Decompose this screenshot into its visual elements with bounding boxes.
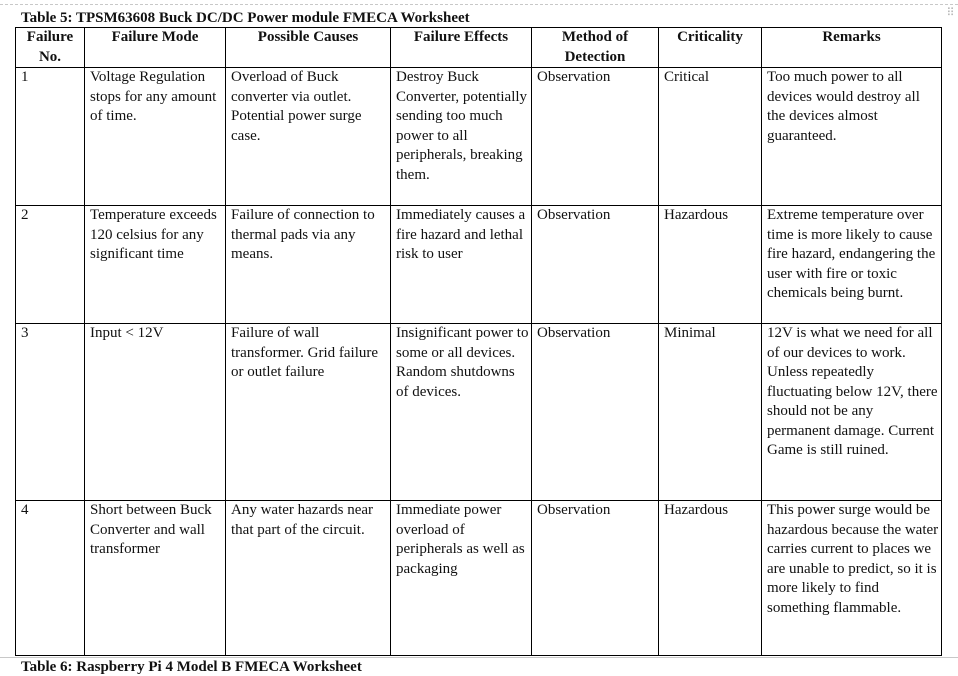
cell-detection-method: Observation (532, 501, 659, 656)
header-remarks: Remarks (762, 28, 942, 68)
header-criticality: Criticality (659, 28, 762, 68)
header-failure-mode: Failure Mode (85, 28, 226, 68)
cell-remarks: 12V is what we need for all of our devices to work. Unless repeatedly fluctuating below 12V, there should not be any permanent damage. Current Game is still ruined. (762, 324, 942, 501)
cell-remarks: Extreme temperature over time is more likely to cause fire hazard, endangering the user with fire or toxic chemicals being burnt. (762, 206, 942, 324)
cell-possible-causes: Any water hazards near that part of the circuit. (226, 501, 391, 656)
cell-failure-effects: Immediate power overload of peripherals as well as packaging (391, 501, 532, 656)
cell-failure-mode: Short between Buck Converter and wall transformer (85, 501, 226, 656)
cell-possible-causes: Failure of wall transformer. Grid failure or outlet failure (226, 324, 391, 501)
cell-failure-effects: Immediately causes a fire hazard and lethal risk to user (391, 206, 532, 324)
table-header-row (16, 28, 942, 68)
cell-detection-method: Observation (532, 324, 659, 501)
cell-possible-causes: Overload of Buck converter via outlet. Potential power surge case. (226, 68, 391, 206)
cell-remarks: This power surge would be hazardous because the water carries current to places we are unable to predict, so it is more likely to find something flammable. (762, 501, 942, 656)
cell-remarks: Too much power to all devices would destroy all the devices almost guaranteed. (762, 68, 942, 206)
cell-possible-causes: Failure of connection to thermal pads via any means. (226, 206, 391, 324)
cell-criticality: Minimal (659, 324, 762, 501)
cell-failure-mode: Voltage Regulation stops for any amount of time. (85, 68, 226, 206)
header-possible-causes: Possible Causes (226, 28, 391, 68)
cell-failure-effects: Destroy Buck Converter, potentially sending too much power to all peripherals, breaking them. (391, 68, 532, 206)
next-table-caption: Table 6: Raspberry Pi 4 Model B FMECA Worksheet (21, 659, 362, 675)
section-top-divider (0, 4, 958, 5)
header-failure-no: Failure No. (16, 28, 85, 68)
cell-failure-no: 1 (16, 68, 85, 206)
table-row (16, 324, 942, 501)
cell-detection-method: Observation (532, 68, 659, 206)
drag-handle-icon[interactable]: ⠿ (946, 6, 954, 19)
cell-failure-effects: Insignificant power to some or all devices. Random shutdowns of devices. (391, 324, 532, 501)
cell-failure-no: 2 (16, 206, 85, 324)
table-caption: Table 5: TPSM63608 Buck DC/DC Power module FMECA Worksheet (21, 10, 470, 26)
header-failure-effects: Failure Effects (391, 28, 532, 68)
fmeca-table (15, 27, 942, 656)
table-row (16, 501, 942, 656)
cell-criticality: Hazardous (659, 501, 762, 656)
cell-failure-no: 3 (16, 324, 85, 501)
cell-criticality: Critical (659, 68, 762, 206)
cell-failure-mode: Input < 12V (85, 324, 226, 501)
header-method-of-detection: Method of Detection (532, 28, 659, 68)
cell-detection-method: Observation (532, 206, 659, 324)
cell-failure-no: 4 (16, 501, 85, 656)
cell-criticality: Hazardous (659, 206, 762, 324)
table-row (16, 68, 942, 206)
section-bottom-divider (0, 657, 958, 658)
cell-failure-mode: Temperature exceeds 120 celsius for any significant time (85, 206, 226, 324)
table-row (16, 206, 942, 324)
